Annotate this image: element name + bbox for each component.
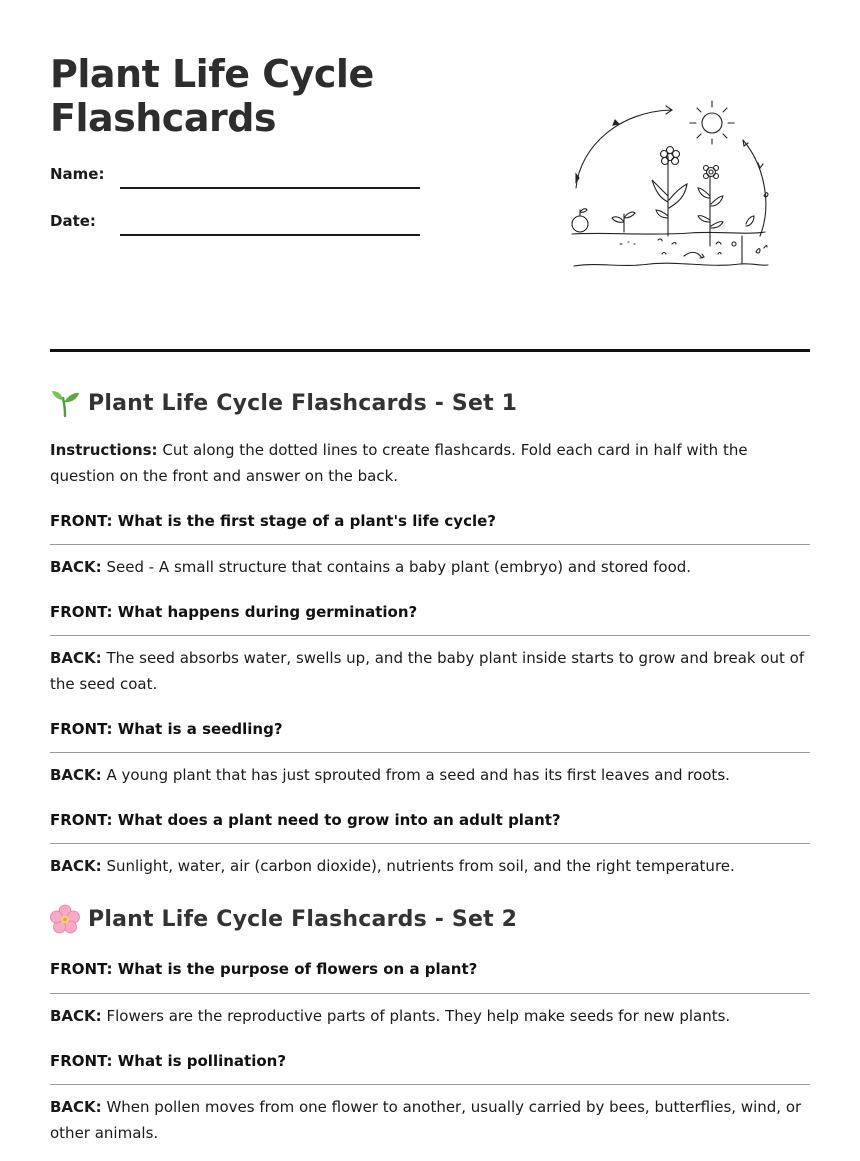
card-divider [50,843,810,844]
card-front: FRONT: What does a plant need to grow into an adult plant? [50,811,561,829]
back-label: BACK: [50,1098,102,1116]
card-back [50,1094,812,1146]
instructions [50,437,812,489]
back-label: BACK: [50,857,102,875]
back-text: Seed - A small structure that contains a baby plant (embryo) and stored food. [106,558,692,576]
name-line[interactable] [120,187,420,189]
name-label: Name: [50,165,105,183]
card-divider [50,635,810,636]
back-text: Sunlight, water, air (carbon dioxide), nutrients from soil, and the right temperature. [106,857,735,875]
title-line-2: Flashcards [50,96,277,140]
card-front: FRONT: What is the first stage of a plant's life cycle? [50,512,496,530]
cherry-blossom-icon [50,904,80,934]
card-back [50,554,812,580]
set-1-heading [50,388,517,418]
card-back [50,645,812,697]
card-back [50,762,812,788]
seedling-icon [50,388,80,418]
back-label: BACK: [50,1007,102,1025]
card-divider [50,993,810,994]
set-2-heading [50,904,517,934]
instructions-label: Instructions: [50,441,158,459]
set-1-title: Plant Life Cycle Flashcards - Set 1 [88,390,518,416]
back-text: Flowers are the reproductive parts of plants. They help make seeds for new plants. [106,1007,731,1025]
title-line-1: Plant Life Cycle [50,52,374,96]
header-divider [50,349,810,352]
set-2-title: Plant Life Cycle Flashcards - Set 2 [88,906,518,932]
card-front: FRONT: What is pollination? [50,1052,287,1070]
back-label: BACK: [50,766,102,784]
card-divider [50,752,810,753]
page-title [50,52,470,140]
sun-icon [690,101,734,144]
card-divider [50,1084,810,1085]
card-front: FRONT: What happens during germination? [50,603,418,621]
card-front: FRONT: What is the purpose of flowers on a plant? [50,960,478,978]
plant-life-cycle-illustration [560,96,780,276]
back-label: BACK: [50,558,102,576]
card-back [50,853,812,879]
back-text: The seed absorbs water, swells up, and the baby plant inside starts to grow and break out of the seed coat. [50,649,805,693]
instructions-text: Cut along the dotted lines to create flashcards. Fold each card in half with the question on the front and answer on the back. [50,441,748,485]
card-back [50,1003,812,1029]
back-text: When pollen moves from one flower to another, usually carried by bees, butterflies, wind, or other animals. [50,1098,802,1142]
date-label: Date: [50,212,96,230]
back-text: A young plant that has just sprouted from a seed and has its first leaves and roots. [106,766,730,784]
card-divider [50,544,810,545]
date-line[interactable] [120,234,420,236]
back-label: BACK: [50,649,102,667]
card-front: FRONT: What is a seedling? [50,720,283,738]
